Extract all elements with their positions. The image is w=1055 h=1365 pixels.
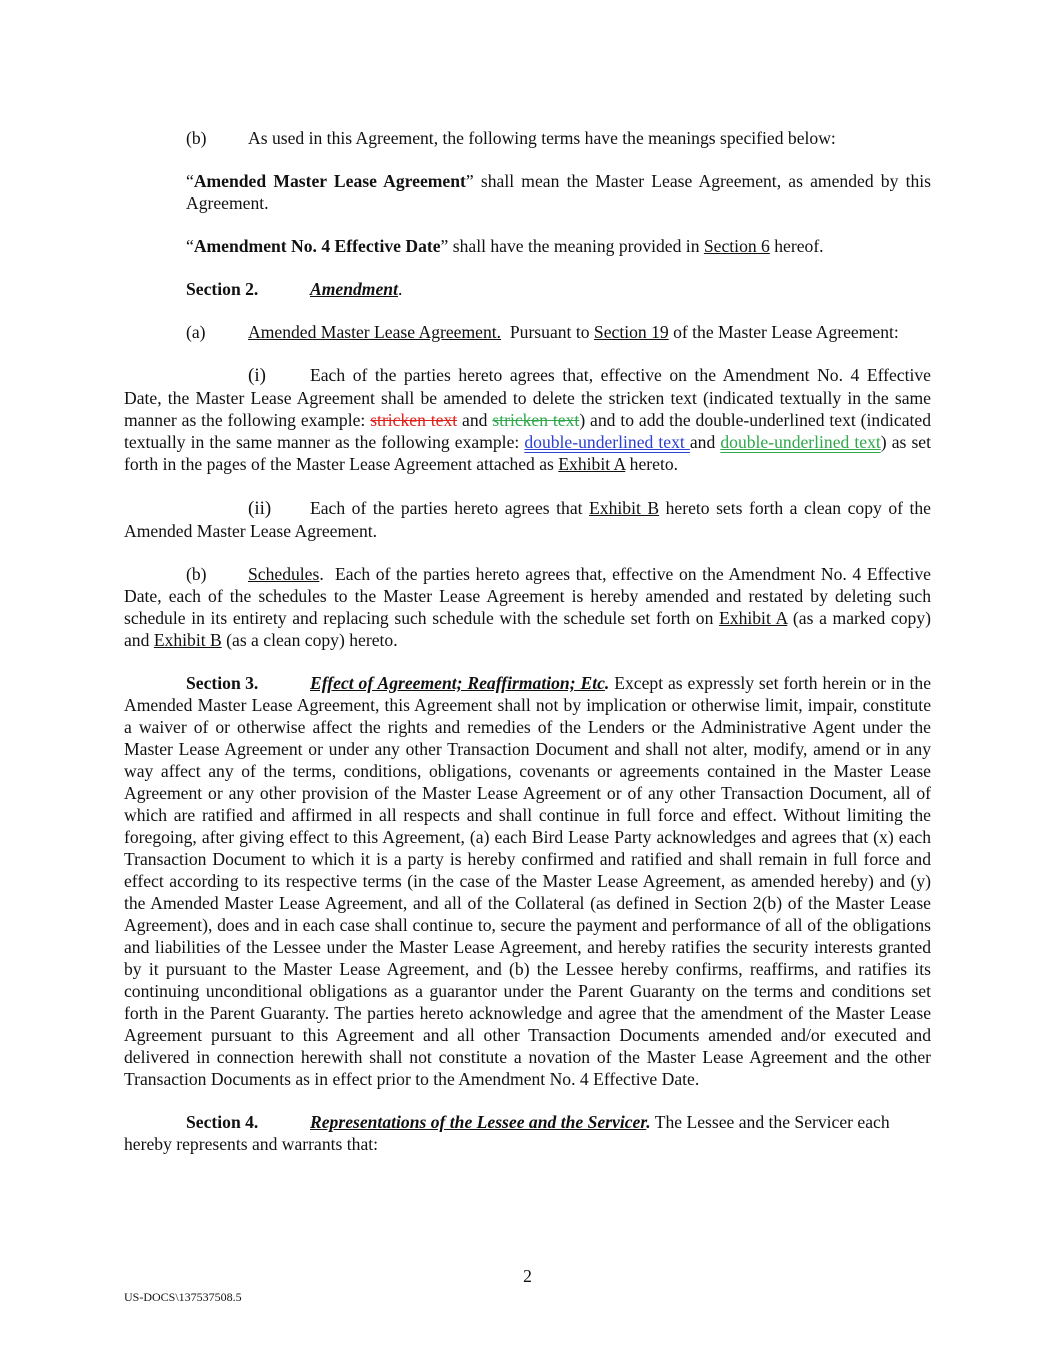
section-reference: Section 19 — [593, 322, 669, 342]
definition-amended-master-lease: “Amended Master Lease Agreement” shall mean the Master Lease Agreement, as amended by this Agreement. — [186, 171, 932, 213]
section-2a-i: (i) Each of the parties hereto agrees that, effective on the Amendment No. 4 Effective Date, the Master Lease Agreement shall be amended to delete the stricken text (indicated textually in the same manner as the following example: stricken text and stricken text) and to add the double-underlined text (indicated textually in the same manner as the following example: double-underlined text and double-underlined text) as set forth in the pages of the Master Lease Agreement attached as Exhibit A hereto. — [124, 365, 932, 474]
subparagraph-label: (ii) — [248, 498, 272, 519]
section-reference: Section 6 — [703, 236, 770, 256]
paragraph-label: (b) — [186, 564, 207, 584]
stricken-example-red: stricken text — [370, 410, 458, 430]
section-title: Amendment — [310, 279, 398, 299]
paragraph-label: (a) — [186, 322, 206, 342]
definition-effective-date: “Amendment No. 4 Effective Date” shall have the meaning provided in Section 6 hereof. — [186, 236, 824, 256]
section-2b: (b) Schedules. Each of the parties hereto agrees that, effective on the Amendment No. 4 Effective Date, each of the schedules to the Master Lease Agreement is hereby amended and restated by deleting such schedule in its entirety and replacing such schedule with the schedule set forth on Exhibit A (as a marked copy) and Exhibit B (as a clean copy) hereto. — [124, 564, 936, 650]
paragraph-heading: Schedules — [248, 564, 320, 584]
paragraph-b-definitions — [124, 127, 931, 149]
section-title: Representations of the Lessee and the Servicer — [310, 1112, 647, 1132]
section-label: Section 4. — [186, 1112, 259, 1132]
exhibit-reference: Exhibit A — [558, 454, 626, 474]
section-2a-ii: (ii) Each of the parties hereto agrees that Exhibit B hereto sets forth a clean copy of the Amended Master Lease Agreement. — [124, 498, 931, 541]
section-2a: (a) Amended Master Lease Agreement. Pursuant to Section 19 of the Master Lease Agreement: — [186, 322, 899, 342]
page-number: 2 — [523, 1266, 532, 1286]
section-title: Effect of Agreement; Reaffirmation; Etc — [310, 673, 605, 693]
defined-term: Amendment No. 4 Effective Date — [193, 236, 441, 256]
section-2-heading: Section 2. Amendment. — [186, 279, 403, 299]
stricken-example-green: stricken text — [492, 410, 580, 430]
section-body: The Lessee and the Servicer each hereby represents and warrants that: — [124, 1112, 890, 1154]
paragraph-text: As used in this Agreement, the following terms have the meanings specified below: — [248, 128, 836, 148]
section-4: Section 4. Representations of the Lessee and the Servicer. The Lessee and the Servicer each hereby represents and warrants that: — [124, 1112, 890, 1154]
double-underline-example-blue: double-underlined text — [524, 432, 690, 452]
section-label: Section 3. — [186, 673, 259, 693]
document-body — [124, 124, 936, 1155]
paragraph-heading: Amended Master Lease Agreement. — [248, 322, 502, 342]
exhibit-reference: Exhibit B — [153, 630, 222, 650]
section-label: Section 2. — [186, 279, 259, 299]
double-underline-example-green: double-underlined text — [720, 432, 881, 452]
exhibit-reference: Exhibit A — [719, 608, 788, 628]
exhibit-reference: Exhibit B — [589, 498, 660, 518]
section-body: Except as expressly set forth herein or in the Amended Master Lease Agreement, this Agreement shall not by implication or otherwise limit, impair, constitute a waiver of or otherwise affect the rights and remedies of the Lenders or the Administrative Agent under the Master Lease Agreement or under any other Transaction Document and shall not alter, modify, amend or in any way affect any of the terms, conditions, obligations, covenants or agreements contained in the Master Lease Agreement or any other provision of the Master Lease Agreement or of any other Transaction Document, all of which are ratified and affirmed in all respects and shall continue in full force and effect. Without limiting the foregoing, after giving effect to this Agreement, (a) each Bird Lease Party acknowledges and agrees that (x) each Transaction Document to which it is a party is hereby confirmed and ratified and shall remain in full force and effect according to its respective terms (in the case of the Master Lease Agreement, as amended hereby) and (y) the Amended Master Lease Agreement, and all of the Collateral (as defined in Section 2(b) of the Master Lease Agreement), does and in each case shall continue to, secure the payment and performance of all of the obligations and liabilities of the Lessee under the Master Lease Agreement, and hereby ratifies the security interests granted by it pursuant to the Master Lease Agreement, and (b) the Lessee hereby confirms, reaffirms, and ratifies its continuing unconditional obligations as a guarantor under the Parent Guaranty on the terms and conditions set forth in the Parent Guaranty. The parties hereto acknowledge and agree that the amendment of the Master Lease Agreement pursuant to this Agreement and all other Transaction Documents amended and/or executed and delivered in connection herewith shall not constitute a novation of the Master Lease Agreement and the other Transaction Documents as in effect prior to the Amendment No. 4 Effective Date. — [124, 673, 931, 1089]
defined-term: Amended Master Lease Agreement — [193, 171, 466, 191]
section-3: Section 3. Effect of Agreement; Reaffirmation; Etc. Except as expressly set forth herein or in the Amended Master Lease Agreement, this Agreement shall not by implication or otherwise limit, impair, constitute a waiver of or otherwise affect the rights and remedies of the Lenders or the Administrative Agent under the Master Lease Agreement or under any other Transaction Document and shall not alter, modify, amend or in any way affect any of the terms, conditions, obligations, covenants or agreements contained in the Master Lease Agreement or any other provision of the Master Lease Agreement or of any other Transaction Document, all of which are ratified and affirmed in all respects and shall continue in full force and effect. Without limiting the foregoing, after giving effect to this Agreement, (a) each Bird Lease Party acknowledges and agrees that (x) each Transaction Document to which it is a party is hereby confirmed and ratified and shall remain in full force and effect according to its respective terms (in the case of the Master Lease Agreement, as amended hereby) and (y) the Amended Master Lease Agreement, and all of the Collateral (as defined in Section 2(b) of the Master Lease Agreement), does and in each case shall continue to, secure the payment and performance of all of the obligations and liabilities of the Lessee under the Master Lease Agreement, and hereby ratifies the security interests granted by it pursuant to the Master Lease Agreement, and (b) the Lessee hereby confirms, reaffirms, and ratifies its continuing unconditional obligations as a guarantor under the Parent Guaranty on the terms and conditions set forth in the Parent Guaranty. The parties hereto acknowledge and agree that the amendment of the Master Lease Agreement pursuant to this Agreement and all other Transaction Documents amended and/or executed and delivered in connection herewith shall not constitute a novation of the Master Lease Agreement and the other Transaction Documents as in effect prior to the Amendment No. 4 Effective Date. — [124, 673, 931, 1089]
subparagraph-label: (i) — [248, 365, 266, 386]
paragraph-label: (b) — [186, 128, 207, 148]
document-id: US-DOCS\137537508.5 — [124, 1290, 242, 1304]
